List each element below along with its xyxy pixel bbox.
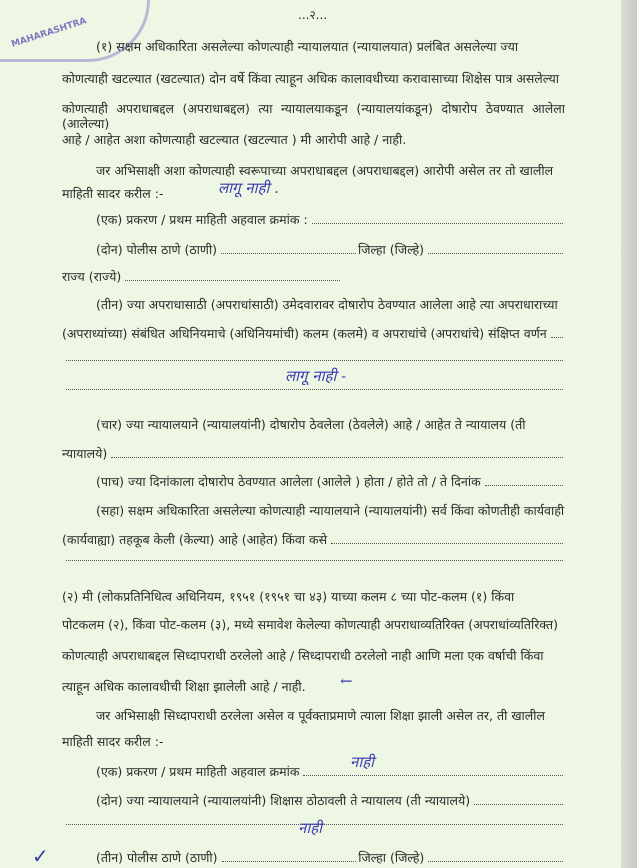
fill-line	[474, 803, 563, 805]
fill-line	[125, 279, 340, 281]
s1-line-3: कोणत्याही अपराधाबद्दल (अपराधाबद्दल) त्या न्यायालयाकडून (न्यायालयांकडून) दोषारोप ठेवण्यात आलेला (आलेल्या)	[62, 101, 565, 131]
handwritten-arrow: ←	[340, 672, 353, 690]
fill-line	[222, 860, 357, 862]
s2-line-3: कोणत्याही अपराधाबद्दल सिध्दापराधी ठरलेलो आहे / सिध्दापराधी ठरलेलो नाही आणि मला एक वर्षाची किंवा	[62, 648, 544, 663]
s1-line-2: कोणत्याही खटल्यात (खटल्यात) दोन वर्षे किंवा त्याहून अधिक कालावधीच्या करावासाच्या शिक्षेस पात्र असलेल्या	[62, 71, 559, 86]
s2-item-ek	[96, 764, 565, 780]
fill-line	[111, 456, 563, 458]
handwritten-not-applicable-1: लागू नाही .	[218, 179, 279, 197]
s2-item-don	[96, 793, 565, 809]
fill-line	[221, 252, 356, 254]
label: (एक) प्रकरण / प्रथम माहिती अहवाल क्रमांक	[96, 764, 300, 779]
handwritten-none-1: नाही	[350, 753, 375, 771]
label: न्यायालये)	[62, 446, 108, 461]
s2-intro: जर अभिसाक्षी सिध्दापराधी ठरलेला असेल व पूर्वक्ताप्रमाणे त्याला शिक्षा झाली असेल तर, ती खालील	[96, 708, 545, 723]
label: (तीन) पोलीस ठाणे (ठाणी)	[96, 850, 218, 865]
stamp-text: MAHARASHTRA	[10, 16, 88, 50]
s1-intro-2: माहिती सादर करील :-	[62, 186, 164, 201]
s2-item-teen	[96, 850, 565, 866]
s1-item-teen-2	[62, 326, 565, 342]
s2-line-4: त्याहून अधिक कालावधीची शिक्षा झालेली आहे / नाही.	[62, 679, 306, 694]
label: राज्य (राज्ये)	[62, 269, 122, 284]
fill-line	[66, 359, 563, 361]
fill-line	[428, 860, 563, 862]
label: (दोन) ज्या न्यायालयाने (न्यायालयांनी) शिक्षास ठोठावली ते न्यायालय (ती न्यायालये)	[96, 793, 471, 808]
s2-line-2: पोटकलम (२), किंवा पोट-कलम (३), मध्ये समावेश केलेल्या कोणत्याही अपराधाव्यतिरिक्त (अपराधांव्यतिरिक्त)	[62, 617, 559, 632]
handwritten-not-applicable-2: लागू नाही -	[285, 367, 347, 385]
s1-item-teen-1: (तीन) ज्या अपराधासाठी (अपराधांसाठी) उमेदवारावर दोषारोप ठेवण्यात आलेला आहे त्या अपराधाराच्या	[96, 297, 558, 312]
scan-edge	[621, 0, 637, 868]
s1-line-4: आहे / आहेत अशा कोणत्याही खटल्यात (खटल्यात ) मी आरोपी आहे / नाही.	[62, 132, 407, 147]
fill-line	[331, 542, 563, 544]
handwritten-none-2: नाही	[298, 819, 323, 837]
fill-line	[66, 559, 563, 561]
label: (अपराध्यांच्या) संबंधित अधिनियमाचे (अधिनियमांची) कलम (कलमे) व अपराधांचे (अपराधांचे) संक्षिप्त वर्णन	[62, 326, 547, 341]
fill-line	[428, 252, 563, 254]
page-marker: ...२...	[298, 8, 328, 22]
s1-blank-line-1	[62, 359, 565, 365]
s2-line-1: (२) मी (लोकप्रतिनिधित्व अधिनियम, १९५१ (१९५१ चा ४३) याच्या कलम ८ च्या पोट-कलम (१) किंवा	[62, 589, 515, 604]
s1-item-don	[96, 242, 565, 258]
s1-blank-line-2	[62, 388, 565, 394]
s1-intro: जर अभिसाक्षी अशा कोणत्याही स्वरूपाच्या अपराधाबद्दल (अपराधाबद्दल) आरोपी असेल तर तो खालील	[96, 163, 554, 178]
fill-line	[551, 336, 563, 338]
s1-item-saha-1: (सहा) सक्षम अधिकारिता असलेल्या कोणत्याही न्यायालयाने (न्यायालयांनी) सर्व किंवा कोणतीही कार्यवाही	[96, 503, 565, 518]
fill-line	[485, 484, 563, 486]
s1-item-char-1: (चार) ज्या न्यायालयाने (न्यायालयांनी) दोषारोप ठेवलेला (ठेवलेले) आहे / आहेत ते न्यायालय (ती	[96, 417, 526, 432]
label: (दोन) पोलीस ठाणे (ठाणी)	[96, 242, 218, 257]
fill-line	[66, 388, 563, 390]
fill-line	[303, 774, 563, 776]
s1-item-char-2	[62, 446, 565, 462]
s1-item-pach	[96, 474, 565, 490]
s1-blank-line-3	[62, 559, 565, 565]
s1-item-saha-2	[62, 532, 565, 548]
district-label: जिल्हा (जिल्हे)	[358, 850, 425, 865]
district-label: जिल्हा (जिल्हे)	[358, 242, 425, 257]
fill-line	[312, 222, 563, 224]
s1-state	[62, 269, 342, 285]
label: (कार्यवाह्या) तहकूब केली (केल्या) आहे (आहेत) किंवा कसे	[62, 532, 328, 547]
s1-line-1: (१) सक्षम अधिकारिता असलेल्या कोणत्याही न्यायालयात (न्यायालयात) प्रलंबित असलेल्या ज्या	[96, 39, 519, 54]
s2-intro-2: माहिती सादर करील :-	[62, 734, 164, 749]
checkmark-icon: ✓	[32, 844, 49, 868]
label: (एक) प्रकरण / प्रथम माहिती अहवाल क्रमांक :	[96, 212, 308, 227]
label: (पाच) ज्या दिनांकाला दोषारोप ठेवण्यात आलेला (आलेले ) होता / होते तो / ते दिनांक	[96, 474, 481, 489]
s1-item-ek	[96, 212, 565, 228]
